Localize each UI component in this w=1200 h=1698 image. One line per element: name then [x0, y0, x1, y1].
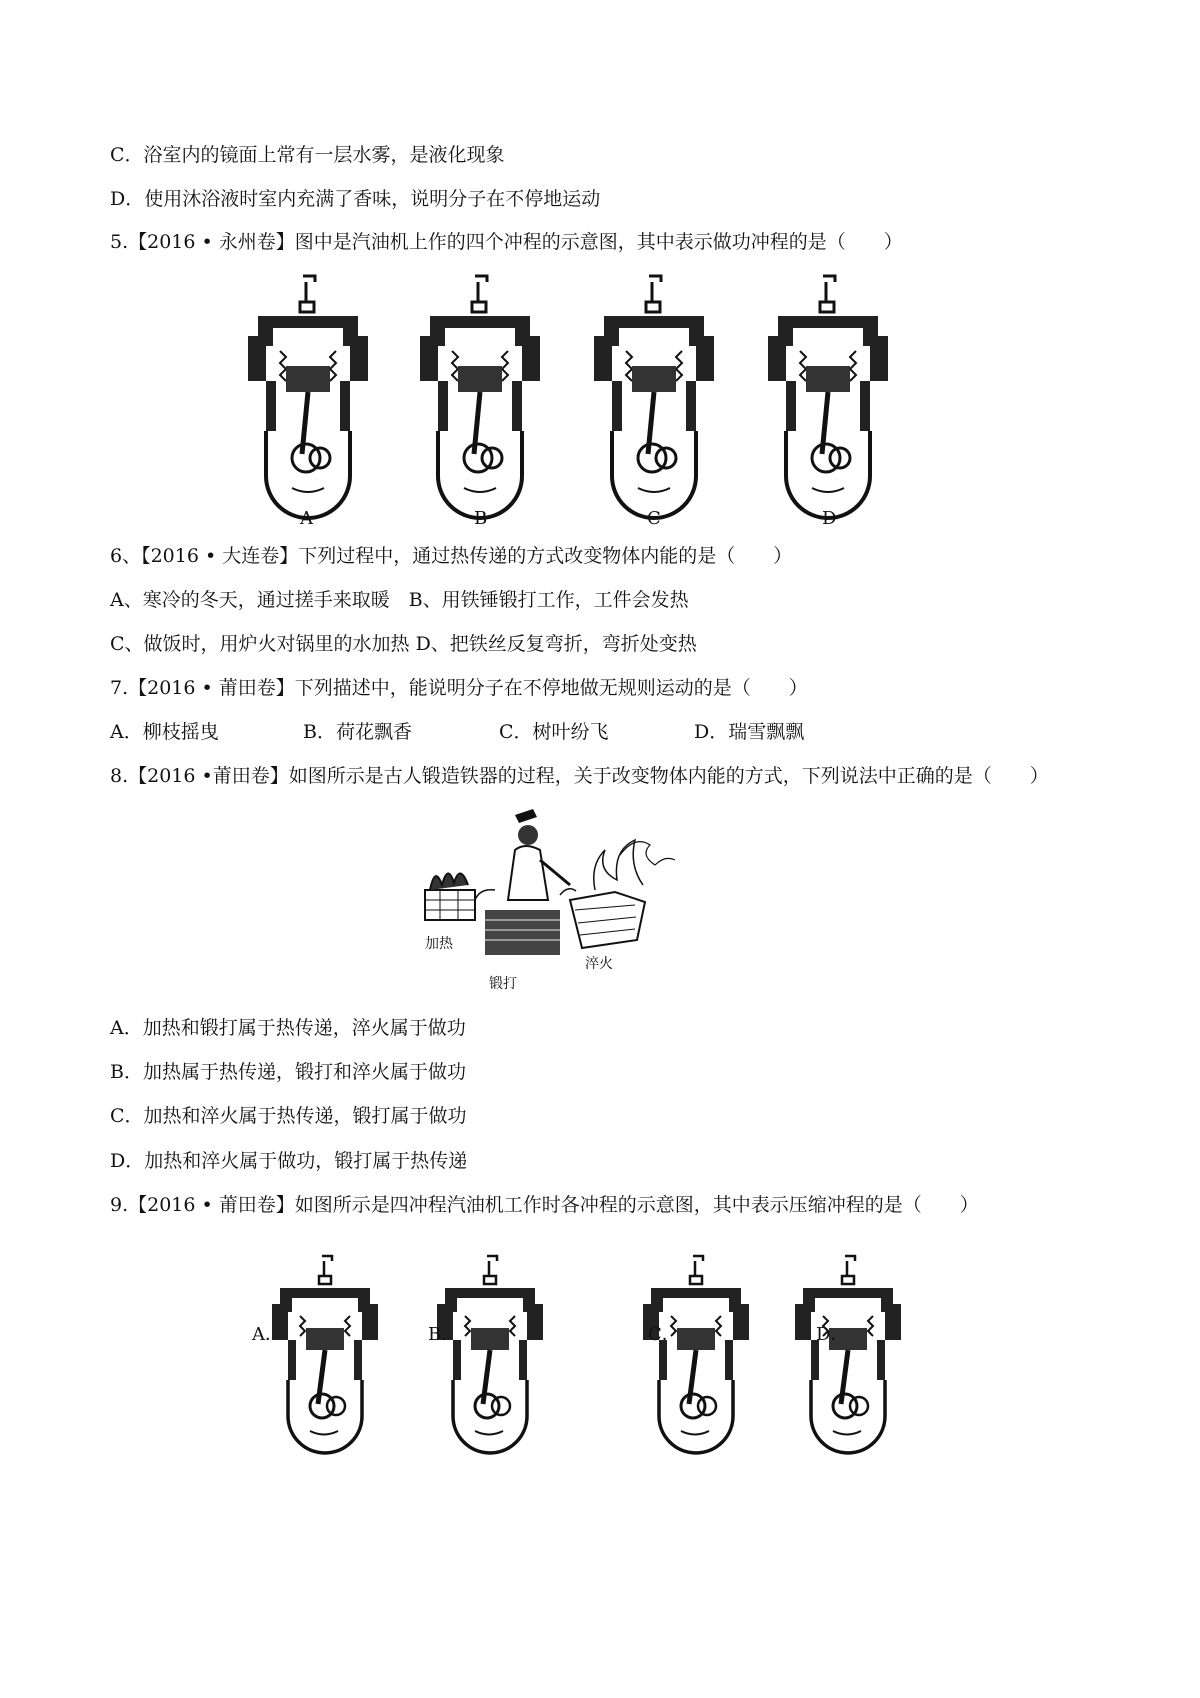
q7-option-b: B．荷花飘香: [303, 721, 412, 743]
q5-label-a: A: [300, 508, 313, 529]
option-d-prev: D．使用沐浴液时室内充满了香味，说明分子在不停地运动: [110, 188, 601, 210]
q8-label-heat: 加热: [425, 936, 453, 952]
q8-label-quench: 淬火: [585, 956, 613, 972]
q5-label-c: C: [647, 508, 661, 529]
option-c-prev: C．浴室内的镜面上常有一层水雾，是液化现象: [110, 144, 505, 166]
q7-option-d: D．瑞雪飘飘: [694, 721, 805, 743]
question-6-options-ab: A、寒冷的冬天，通过搓手来取暖 B、用铁锤锻打工作，工件会发热: [110, 589, 689, 611]
q9-label-a: A．: [252, 1324, 283, 1345]
q7-option-a: A．柳枝摇曳: [110, 721, 219, 743]
q5-label-b: B: [474, 508, 488, 529]
q9-label-d: D．: [816, 1324, 849, 1345]
q9-engine-figures: [0, 1248, 1200, 1448]
q5-engine-figures: [0, 268, 1200, 548]
question-7: 7.【2016 • 莆田卷】下列描述中，能说明分子在不停地做无规则运动的是（ ）: [110, 677, 808, 699]
q8-option-a: A．加热和锻打属于热传递，淬火属于做功: [110, 1017, 466, 1039]
q8-option-c: C．加热和淬火属于热传递，锻打属于做功: [110, 1105, 467, 1127]
q7-option-c: C．树叶纷飞: [499, 721, 609, 743]
question-5: 5.【2016 • 永州卷】图中是汽油机上作的四个冲程的示意图，其中表示做功冲程的是（ ）: [110, 231, 903, 253]
question-6-options-cd: C、做饭时，用炉火对锅里的水加热 D、把铁丝反复弯折，弯折处变热: [110, 633, 697, 655]
q9-label-b: B．: [428, 1324, 460, 1345]
q8-option-d: D．加热和淬火属于做功，锻打属于热传递: [110, 1150, 468, 1172]
q8-label-forge: 锻打: [489, 976, 517, 992]
question-6: 6、【2016 • 大连卷】下列过程中，通过热传递的方式改变物体内能的是（ ）: [110, 545, 793, 567]
q5-label-d: D: [822, 508, 837, 529]
q9-label-c: C．: [648, 1324, 680, 1345]
question-9: 9.【2016 • 莆田卷】如图所示是四冲程汽油机工作时各冲程的示意图，其中表示压缩冲程的是（ ）: [110, 1194, 979, 1216]
question-8: 8.【2016 •莆田卷】如图所示是古人锻造铁器的过程，关于改变物体内能的方式，下列说法中正确的是（ ）: [110, 765, 1049, 787]
q8-forging-figure: [420, 805, 680, 995]
q8-option-b: B．加热属于热传递，锻打和淬火属于做功: [110, 1061, 466, 1083]
